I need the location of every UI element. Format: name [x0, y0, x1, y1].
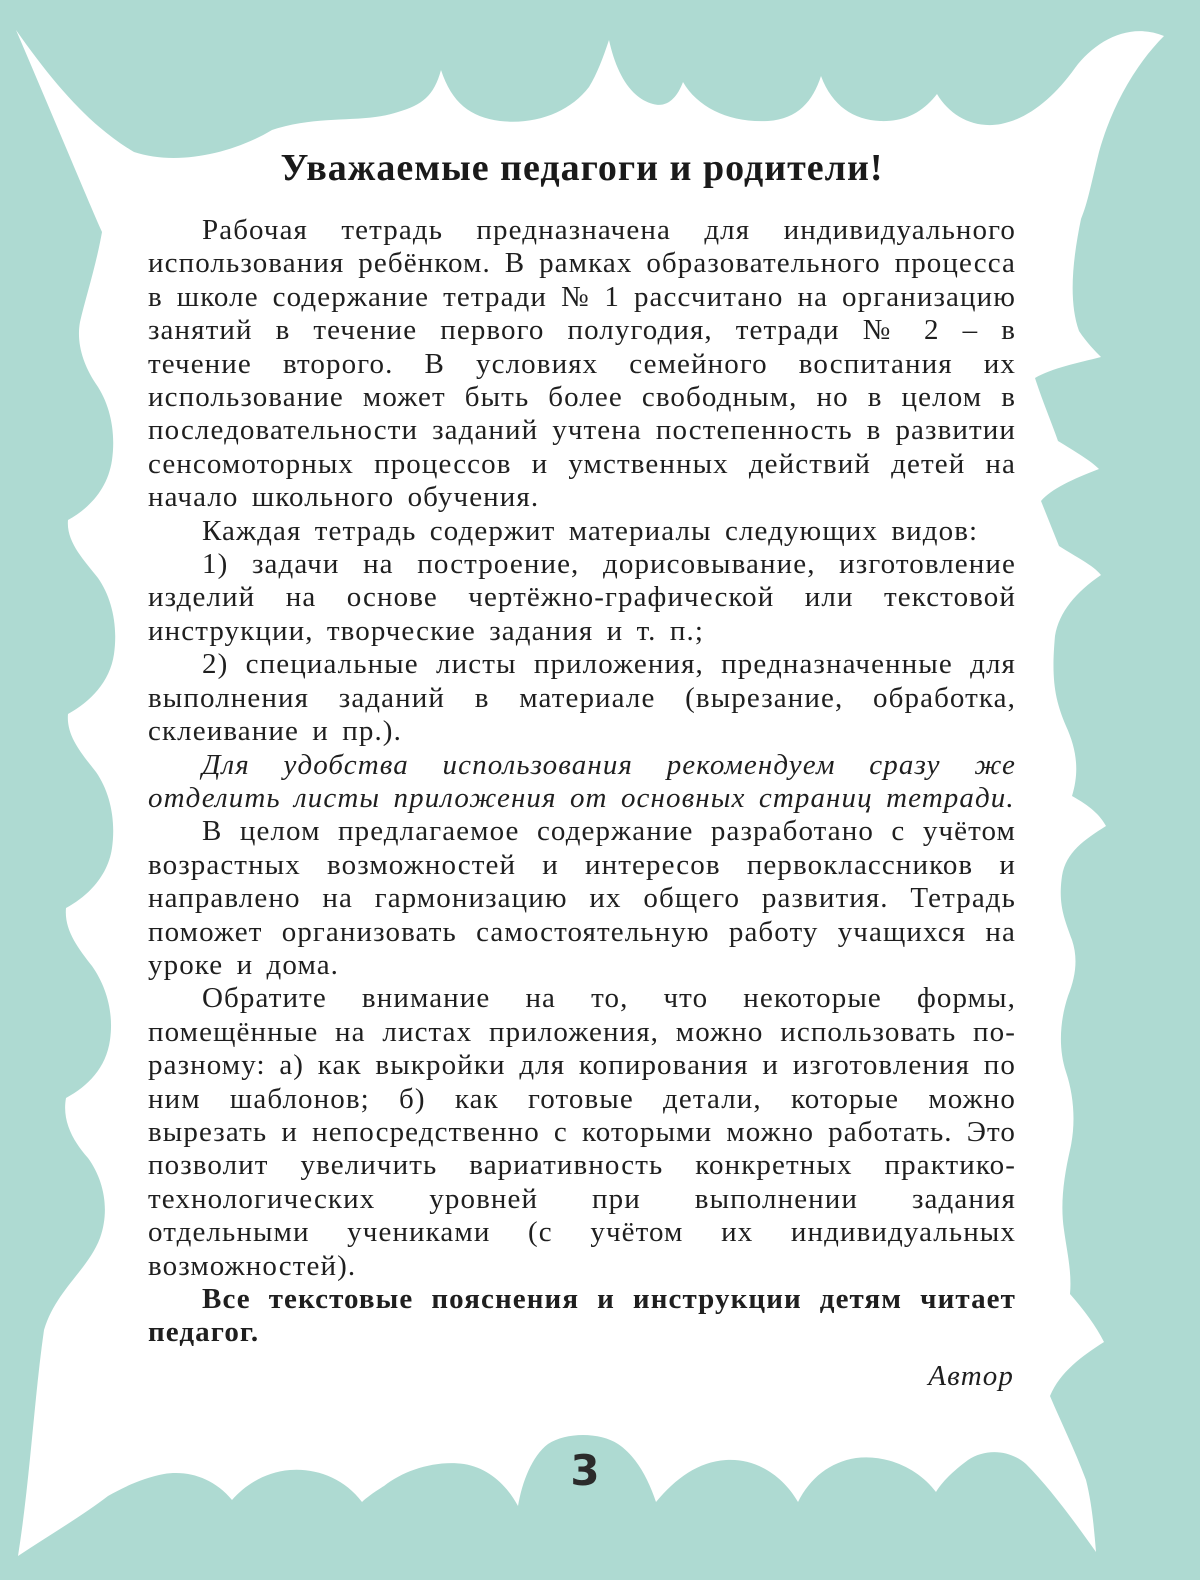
- author-signature: Автор: [928, 1359, 1014, 1392]
- paragraph-item-1: 1) задачи на построение, дорисовывание, изготовление изделий на основе чертёжно-графической или текстовой инструкции, творческие задания и т. п.;: [148, 548, 1016, 647]
- page-content: [148, 146, 1016, 1393]
- paragraph-intro: Рабочая тетрадь предназначена для индивидуального использования ребёнком. В рамках образовательного процесса в школе содержание тетради № 1 рассчитано на организацию занятий в течение первого полугодия, тетради № 2 – в течение второго. В условиях семейного воспитания их использование может быть более свободным, но в целом в последовательности заданий учтена постепенность в развитии сенсомоторных процессов и умственных действий детей на начало школьного обучения.: [148, 214, 1016, 514]
- paragraph-recommendation: Для удобства использования рекомендуем сразу же отделить листы приложения от основных страниц тетради.: [148, 748, 1016, 814]
- paragraph-content-overview: В целом предлагаемое содержание разработано с учётом возрастных возможностей и интересов первоклассников и направлено на гармонизацию их общего развития. Тетрадь поможет организовать самостоятельную работу учащихся на уроке и дома.: [148, 815, 1016, 981]
- paragraph-materials-lead: Каждая тетрадь содержит материалы следующих видов:: [202, 514, 979, 547]
- paragraph-teacher-note: Все текстовые пояснения и инструкции детям читает педагог.: [148, 1283, 1016, 1349]
- page-title: Уважаемые педагоги и родители!: [280, 147, 884, 189]
- paragraph-attention-note: Обратите внимание на то, что некоторые формы, помещённые на листах приложения, можно использовать по-разному: а) как выкройки для копирования и изготовления по ним шаблонов; б) как готовые детали, которые можно вырезать и непосредственно с которыми можно работать. Это позволит увеличить вариативность конкретных практико-технологических уровней при выполнении задания отдельными учениками (с учётом их индивидуальных возможностей).: [148, 982, 1016, 1282]
- paragraph-item-2: 2) специальные листы приложения, предназначенные для выполнения заданий в материале (вырезание, обработка, склеивание и пр.).: [148, 648, 1016, 748]
- page-number: 3: [570, 1446, 600, 1495]
